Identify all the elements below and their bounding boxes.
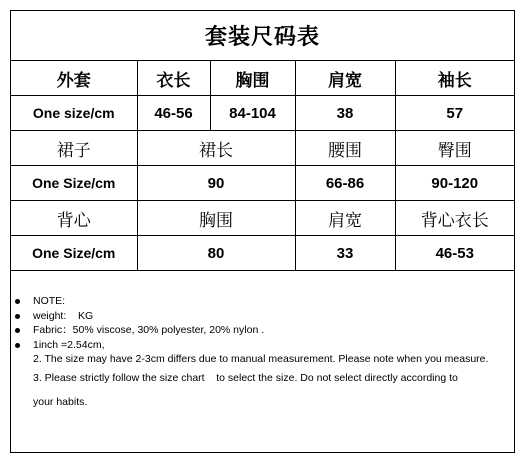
category-skirt: 裙子 [11,131,137,166]
table-cell: 90 [137,166,295,201]
note-text: 2. The size may have 2-3cm differs due to manual measurement. Please note when you measure. [33,353,489,365]
col-length: 衣长 [137,61,210,96]
note-text: 3. Please strictly follow the size chart to select the size. Do not select directly according to [33,371,458,384]
size-label: One Size/cm [11,166,137,201]
table-row [11,166,514,201]
table-row [11,96,514,131]
note-item [11,395,514,410]
col-sleeve: 袖长 [395,61,514,96]
bullet-icon [15,328,20,333]
notes-section [11,294,514,410]
note-item [11,309,514,324]
chart-title: 套装尺码表 [11,11,514,61]
table-cell: 80 [137,236,295,271]
size-label: One Size/cm [11,236,137,271]
table-cell: 38 [295,96,395,131]
note-text: weight: KG [33,309,94,322]
table-cell: 90-120 [395,166,514,201]
col-skirt-length: 裙长 [137,131,295,166]
col-vest-length: 背心衣长 [395,201,514,236]
table-cell: 57 [395,96,514,131]
note-item [11,323,514,338]
note-item [11,352,514,367]
col-shoulder: 肩宽 [295,61,395,96]
table-cell: 66-86 [295,166,395,201]
bullet-icon [15,314,20,319]
col-waist: 腰围 [295,131,395,166]
table-row [11,201,514,236]
note-item [11,338,514,353]
size-table [11,61,514,271]
table-row [11,61,514,96]
table-cell: 46-53 [395,236,514,271]
note-item [11,371,514,386]
table-row [11,131,514,166]
note-text: 1inch =2.54cm, [33,338,105,351]
col-hip: 臀围 [395,131,514,166]
col-bust: 胸围 [210,61,295,96]
bullet-icon [15,299,20,304]
size-label: One size/cm [11,96,137,131]
category-vest: 背心 [11,201,137,236]
table-row [11,236,514,271]
table-cell: 33 [295,236,395,271]
table-cell: 84-104 [210,96,295,131]
note-text: Fabric：50% viscose, 30% polyester, 20% nylon . [33,324,265,336]
category-jacket: 外套 [11,61,137,96]
note-text: NOTE: [33,295,66,307]
col-vest-shoulder: 肩宽 [295,201,395,236]
col-vest-bust: 胸围 [137,201,295,236]
note-item [11,294,514,309]
bullet-icon [15,343,20,348]
table-cell: 46-56 [137,96,210,131]
size-chart-sheet [10,10,515,453]
note-text: your habits. [33,396,88,408]
